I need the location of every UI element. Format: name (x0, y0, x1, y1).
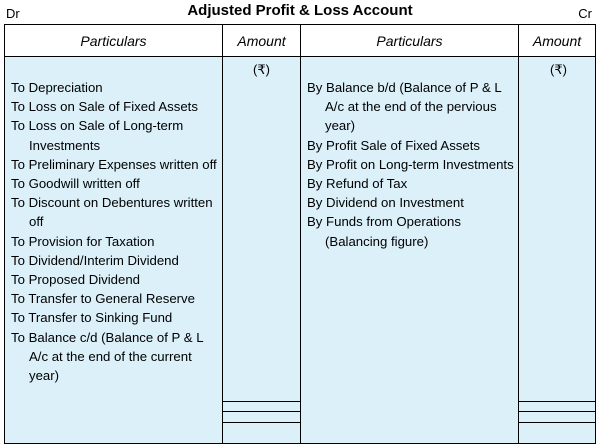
column-divider (222, 25, 223, 443)
list-item: By Profit on Long-term Investments (307, 156, 514, 172)
column-divider (518, 25, 519, 443)
debit-label: Dr (6, 6, 20, 21)
page-title: Adjusted Profit & Loss Account (187, 2, 413, 19)
total-rule-left (223, 422, 300, 423)
list-item: By Funds from Operations (Balancing figure) (307, 214, 461, 249)
list-item: To Proposed Dividend (11, 272, 141, 288)
column-header-amount-left: Amount (223, 25, 300, 56)
list-item: By Refund of Tax (307, 176, 408, 192)
list-item: To Goodwill written off (11, 176, 140, 192)
amount-unit-left: (₹) (253, 62, 270, 77)
column-header-particulars-right: Particulars (301, 25, 518, 56)
list-item: To Discount on Debentures written off (11, 195, 213, 230)
list-item: To Transfer to Sinking Fund (11, 310, 173, 326)
credit-items-list (307, 78, 515, 251)
amount-unit-right: (₹) (550, 62, 567, 77)
list-item: By Balance b/d (Balance of P & L A/c at the end of the pervious year) (307, 80, 502, 134)
total-rule-right (519, 401, 595, 402)
list-item: To Provision for Taxation (11, 233, 155, 249)
list-item: To Preliminary Expenses written off (11, 156, 217, 172)
list-item: To Loss on Sale of Fixed Assets (11, 99, 198, 115)
list-item: To Balance c/d (Balance of P & L A/c at the end of the current year) (11, 329, 204, 384)
total-rule-right (519, 422, 595, 423)
column-divider (300, 25, 301, 443)
list-item: To Transfer to General Reserve (11, 291, 195, 307)
total-rule-left (223, 411, 300, 412)
list-item: By Profit Sale of Fixed Assets (307, 137, 480, 153)
debit-items-list (11, 78, 219, 385)
total-rule-right (519, 411, 595, 412)
column-header-amount-right: Amount (519, 25, 595, 56)
list-item: By Dividend on Investment (307, 195, 464, 211)
list-item: To Dividend/Interim Dividend (11, 252, 179, 268)
list-item: To Loss on Sale of Long-term Investments (11, 118, 184, 153)
credit-label: Cr (578, 6, 592, 21)
total-rule-left (223, 401, 300, 402)
column-header-particulars-left: Particulars (5, 25, 222, 56)
list-item: To Depreciation (11, 80, 103, 95)
account-table (4, 24, 596, 444)
account-header (0, 0, 600, 24)
